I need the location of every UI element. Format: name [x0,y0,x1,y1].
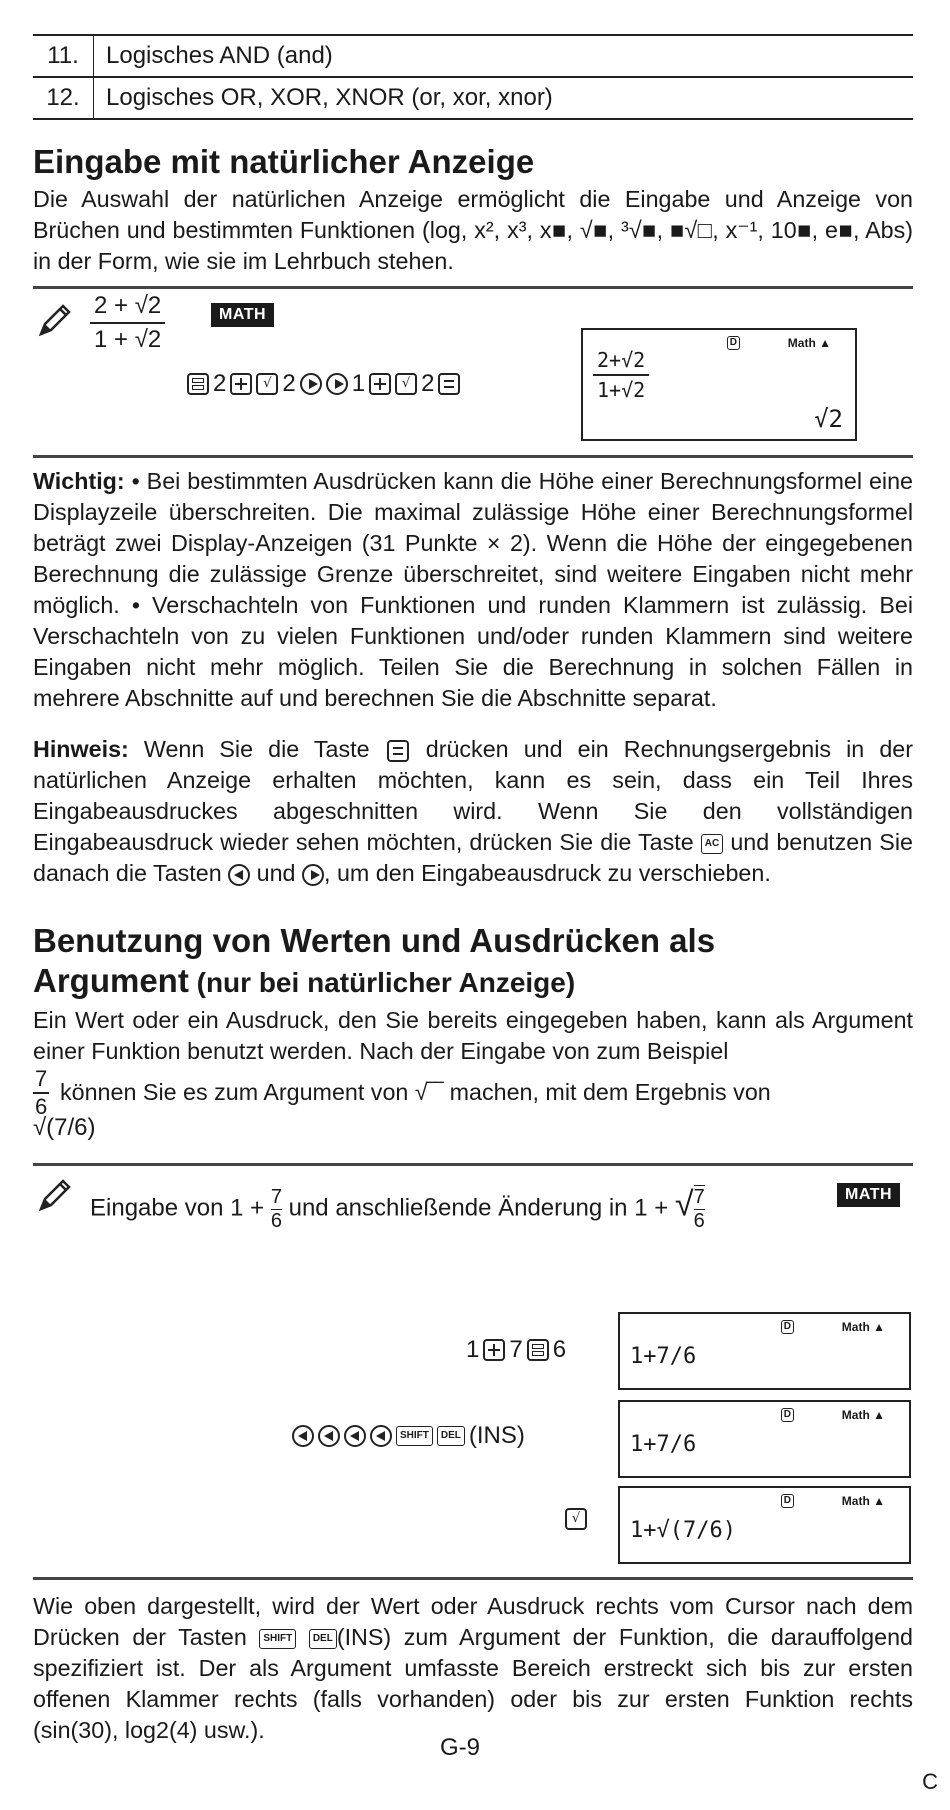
divider [33,1163,913,1166]
important-text: • Bei bestimmten Ausdrücken kann die Höhe einer Berechnungsformel eine Displayzeile überschreiten. Die maximal zulässige Höhe einer Berechnungsformel beträgt zwei Display-Anzeigen (31 Punkte × 2). Wenn die Höhe der eingegebenen Berechnung die zulässige Grenze überschreitet, sind weitere Eingaben nicht mehr möglich. • Verschachteln von Funktionen und runden Klammern ist zulässig. Bei Verschachteln von zu vielen Funktionen und/oder runden Klammern sind weitere Eingaben nicht mehr möglich. Teilen Sie die Berechnung in solchen Fällen in mehrere Abschnitte auf und berechnen Sie die Abschnitte separat. [33,468,913,711]
key-digit: 2 [282,370,296,397]
fraction-denominator: 6 [693,1210,705,1232]
plus-key-icon [483,1339,505,1361]
mode-indicator: Math ▲ [787,336,831,350]
key-sequence [565,1508,587,1530]
row-text: Logisches OR, XOR, XNOR (or, xor, xnor) [94,77,914,119]
fraction-denominator: 6 [35,1094,48,1119]
hint-label: Hinweis: [33,736,129,762]
degree-indicator: D [781,1408,794,1422]
pencil-icon [35,300,75,340]
hint-text: Wenn Sie die Taste [128,736,385,762]
section-intro: Ein Wert oder ein Ausdruck, den Sie bereits eingegeben haben, kann als Argument einer Funktion benutzt werden. Nach der Eingabe von zum Beispiel [33,1007,913,1064]
fraction-numerator: 2 + √2 [94,292,162,319]
right-arrow-key-icon [302,864,324,886]
row-text: Logisches AND (and) [94,35,914,77]
mode-indicator: Math ▲ [841,1408,885,1422]
del-key-icon: DEL [437,1426,465,1446]
closing-paragraph [33,1591,913,1746]
operators-table [33,34,913,120]
right-arrow-key-icon [326,373,348,395]
important-note [33,466,913,714]
fraction-denominator: 1 + √2 [94,326,162,353]
plus-key-icon [369,373,391,395]
key-digit: 2 [213,370,227,397]
section-title: Eingabe mit natürlicher Anzeige [33,143,535,180]
left-arrow-key-icon [318,1425,340,1447]
degree-indicator: D [727,336,740,350]
divider [33,455,913,458]
fraction-key-icon [187,373,209,395]
page-number: G-9 [440,1734,481,1761]
mode-indicator: Math ▲ [841,1320,885,1334]
example-caption [90,1185,705,1233]
hint-note [33,734,913,889]
left-arrow-key-icon [344,1425,366,1447]
hint-text: , um den Eingabeausdruck zu verschieben. [324,860,771,886]
mode-indicator: Math ▲ [841,1494,885,1508]
fraction-denominator: 6 [270,1209,282,1232]
section-title-main: Argument [33,962,189,999]
key-digit: 6 [552,1336,567,1363]
sqrt-key-icon: √ [565,1508,587,1530]
hint-text: und [250,860,302,886]
key-sequence [292,1422,525,1450]
key-sequence [187,370,460,398]
display-expression: 1+√(7/6) [630,1518,736,1543]
ac-key-icon: AC [701,834,723,854]
hint-text: und benutzen Sie danach die Tasten [33,829,913,886]
key-digit: 2 [421,370,435,397]
important-label: Wichtig: [33,468,125,494]
row-number: 11. [33,35,94,77]
closing-text: (INS) zum Argument der Funktion, die darauffolgend spezifiziert ist. Der als Argument umfasste Bereich erstreckt sich bis zur ersten offenen Klammer rechts (falls vorhanden) oder bis zur ersten Funktion rechts (sin(30), log2(4) usw.). [33,1624,913,1743]
degree-indicator: D [781,1320,794,1334]
display-result: √2 [814,405,843,433]
closing-text: Wie oben dargestellt, wird der Wert oder Ausdruck rechts vom Cursor nach dem Drücken der Tasten [33,1593,913,1650]
fraction-key-icon [527,1339,549,1361]
plus-key-icon [230,373,252,395]
display-fraction [593,348,649,402]
equals-key-icon [387,740,409,762]
fraction-numerator: 7 [693,1186,705,1208]
hint-text: drücken und ein Rechnungsergebnis in der natürlichen Anzeige erhalten möchten, kann es sein, dass ein Teil Ihres Eingabeausdruckes abgeschnitten wird. Wenn Sie den vollständigen Eingabeausdruck wieder sehen möchten, drücken Sie die Taste [33,736,913,855]
section-intro-cont: können Sie es zum Argument von √‾‾ machen, mit dem Ergebnis von [60,1079,771,1105]
example-fraction [90,292,165,354]
calculator-display [618,1312,911,1390]
sqrt-key-icon: √ [395,373,417,395]
left-arrow-key-icon [292,1425,314,1447]
section-intro: Die Auswahl der natürlichen Anzeige ermöglicht die Eingabe und Anzeige von Brüchen und bestimmten Funktionen (log, x², x³, x■, √■, ³√■, ■√□, x⁻¹, 10■, e■, Abs) in der Form, wie sie im Lehrbuch stehen. [33,186,913,274]
row-number: 12. [33,77,94,119]
caption-fraction [271,1186,282,1233]
degree-indicator: D [781,1494,794,1508]
del-key-icon: DEL [309,1629,337,1649]
left-arrow-key-icon [370,1425,392,1447]
calculator-display [618,1486,911,1564]
key-digit: 1 [351,370,366,397]
display-expression: 1+7/6 [630,1432,697,1457]
key-sequence [466,1336,566,1364]
calculator-display [581,328,857,441]
sqrt-key-icon: √ [256,373,278,395]
ins-label: (INS) [468,1422,525,1449]
caption-fraction [694,1185,705,1233]
corner-mark: C [922,1769,938,1794]
fraction-numerator: 7 [35,1066,48,1091]
divider [33,286,913,289]
fraction-numerator: 7 [270,1185,282,1208]
divider [33,1577,913,1580]
sqrt-expression: √(7/6) [33,1114,96,1141]
display-numerator: 2+√2 [597,348,646,372]
display-expression: 1+7/6 [630,1344,697,1369]
calculator-display [618,1400,911,1478]
inline-fraction [33,1066,49,1120]
equals-key-icon [438,373,460,395]
key-digit: 1 [466,1336,480,1363]
table-row [33,77,913,119]
section-title-line2 [33,962,575,1000]
table-row [33,35,913,77]
math-mode-badge: MATH [837,1183,900,1207]
display-denominator: 1+√2 [597,378,646,402]
left-arrow-key-icon [228,864,250,886]
math-mode-badge: MATH [211,303,274,327]
pencil-icon [35,1175,75,1215]
shift-key-icon: SHIFT [259,1629,296,1649]
shift-key-icon: SHIFT [396,1426,433,1446]
section-title: Benutzung von Werten und Ausdrücken als [33,922,716,959]
section-title-sub: (nur bei natürlicher Anzeige) [188,967,576,998]
caption-text: und anschließende Änderung in 1 + [281,1194,675,1222]
sqrt-symbol: √ [674,1185,694,1224]
key-digit: 7 [509,1336,523,1363]
caption-text: Eingabe von 1 + [90,1194,271,1222]
right-arrow-key-icon [300,373,322,395]
